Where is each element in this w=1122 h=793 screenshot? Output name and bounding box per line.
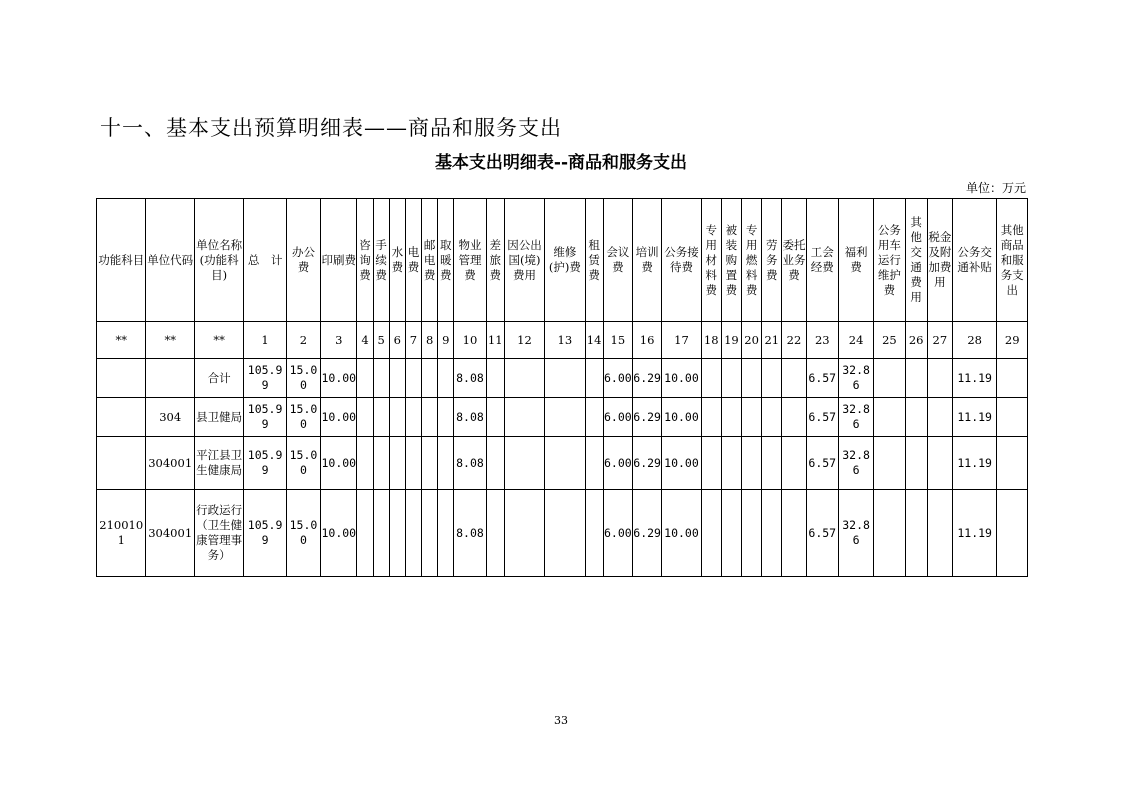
table-cell	[742, 437, 762, 490]
table-cell: 10.00	[662, 490, 701, 577]
table-cell	[389, 359, 405, 398]
table-cell	[782, 359, 806, 398]
table-cell: 105.99	[244, 437, 286, 490]
index-cell: **	[97, 322, 146, 359]
index-cell: 10	[454, 322, 486, 359]
table-cell	[762, 490, 782, 577]
table-cell	[927, 359, 952, 398]
header-cell: 邮电费	[422, 199, 438, 322]
header-cell: 办公费	[286, 199, 320, 322]
table-cell: 304001	[146, 490, 194, 577]
table-cell	[927, 398, 952, 437]
table-cell	[97, 359, 146, 398]
table-cell	[997, 437, 1028, 490]
index-cell: 19	[721, 322, 741, 359]
table-cell	[545, 398, 585, 437]
table-cell: 10.00	[662, 398, 701, 437]
table-row	[97, 398, 1028, 437]
header-cell: 会议费	[603, 199, 632, 322]
index-cell: 26	[905, 322, 927, 359]
index-cell: 2	[286, 322, 320, 359]
table-cell: 11.19	[952, 359, 996, 398]
header-cell: 专用材料费	[701, 199, 721, 322]
table-cell	[701, 359, 721, 398]
table-row	[97, 437, 1028, 490]
table-cell	[405, 359, 421, 398]
index-cell: 14	[585, 322, 603, 359]
table-cell: 304001	[146, 437, 194, 490]
table-cell	[874, 398, 905, 437]
table-cell	[874, 490, 905, 577]
header-cell: 其他交通费用	[905, 199, 927, 322]
table-cell: 11.19	[952, 437, 996, 490]
table-cell: 32.86	[838, 398, 873, 437]
table-cell	[486, 437, 504, 490]
table-cell	[701, 398, 721, 437]
table-cell: 6.57	[806, 398, 838, 437]
table-cell	[357, 398, 373, 437]
table-cell	[357, 359, 373, 398]
header-cell: 公务交通补贴	[952, 199, 996, 322]
table-cell	[905, 437, 927, 490]
index-cell: **	[146, 322, 194, 359]
table-cell: 6.29	[632, 490, 661, 577]
header-cell: 税金及附加费用	[927, 199, 952, 322]
index-cell: 27	[927, 322, 952, 359]
index-cell: 29	[997, 322, 1028, 359]
index-cell: 24	[838, 322, 873, 359]
table-cell	[438, 398, 454, 437]
table-cell	[997, 490, 1028, 577]
index-cell: 17	[662, 322, 701, 359]
table-cell: 行政运行（卫生健康管理事务）	[194, 490, 243, 577]
index-cell: 20	[742, 322, 762, 359]
header-cell: 工会经费	[806, 199, 838, 322]
table-cell	[545, 437, 585, 490]
table-cell	[585, 398, 603, 437]
header-cell: 电费	[405, 199, 421, 322]
table-cell	[721, 437, 741, 490]
table-cell	[782, 398, 806, 437]
table-cell	[486, 490, 504, 577]
header-cell: 公务用车运行维护费	[874, 199, 905, 322]
table-cell	[438, 359, 454, 398]
index-cell: 7	[405, 322, 421, 359]
header-cell: 差旅费	[486, 199, 504, 322]
table-cell	[422, 398, 438, 437]
index-row	[97, 322, 1028, 359]
table-cell	[486, 359, 504, 398]
table-cell: 8.08	[454, 398, 486, 437]
table-cell	[357, 490, 373, 577]
table-cell	[742, 490, 762, 577]
header-cell: 培训费	[632, 199, 661, 322]
header-cell: 公务接待费	[662, 199, 701, 322]
table-title: 基本支出明细表--商品和服务支出	[434, 153, 688, 173]
table-cell: 105.99	[244, 359, 286, 398]
header-cell: 租赁费	[585, 199, 603, 322]
table-cell	[721, 359, 741, 398]
table-cell: 6.29	[632, 359, 661, 398]
table-cell	[585, 359, 603, 398]
table-cell	[927, 437, 952, 490]
table-cell	[97, 437, 146, 490]
table-row	[97, 490, 1028, 577]
table-cell	[422, 490, 438, 577]
table-cell: 6.29	[632, 398, 661, 437]
table-cell	[721, 490, 741, 577]
table-cell	[585, 490, 603, 577]
index-cell: **	[194, 322, 243, 359]
table-cell	[782, 437, 806, 490]
table-cell	[927, 490, 952, 577]
index-cell: 23	[806, 322, 838, 359]
table-cell: 15.00	[286, 398, 320, 437]
table-cell: 10.00	[321, 437, 357, 490]
table-cell	[389, 490, 405, 577]
section-title: 十一、基本支出预算明细表——商品和服务支出	[100, 116, 562, 140]
index-cell: 12	[504, 322, 544, 359]
index-cell: 4	[357, 322, 373, 359]
index-cell: 5	[373, 322, 389, 359]
table-cell	[997, 398, 1028, 437]
table-cell	[405, 490, 421, 577]
table-cell: 15.00	[286, 437, 320, 490]
table-cell: 6.57	[806, 490, 838, 577]
header-cell: 功能科目	[97, 199, 146, 322]
table-cell	[874, 437, 905, 490]
index-cell: 3	[321, 322, 357, 359]
index-cell: 13	[545, 322, 585, 359]
index-cell: 18	[701, 322, 721, 359]
table-cell: 15.00	[286, 490, 320, 577]
table-cell	[997, 359, 1028, 398]
table-cell	[389, 437, 405, 490]
table-cell: 6.00	[603, 437, 632, 490]
index-cell: 1	[244, 322, 286, 359]
header-cell: 被装购置费	[721, 199, 741, 322]
index-cell: 22	[782, 322, 806, 359]
index-cell: 15	[603, 322, 632, 359]
table-cell	[405, 437, 421, 490]
table-cell	[742, 359, 762, 398]
header-cell: 取暖费	[438, 199, 454, 322]
table-cell: 105.99	[244, 490, 286, 577]
header-cell: 总 计	[244, 199, 286, 322]
header-cell: 因公出国(境)费用	[504, 199, 544, 322]
header-cell: 物业管理费	[454, 199, 486, 322]
header-cell: 单位名称(功能科目)	[194, 199, 243, 322]
table-cell	[762, 359, 782, 398]
table-cell	[357, 437, 373, 490]
index-cell: 6	[389, 322, 405, 359]
table-cell: 6.00	[603, 398, 632, 437]
index-cell: 21	[762, 322, 782, 359]
table-cell: 32.86	[838, 437, 873, 490]
table-cell: 10.00	[662, 437, 701, 490]
table-cell	[422, 437, 438, 490]
table-cell: 合计	[194, 359, 243, 398]
table-cell	[373, 490, 389, 577]
table-cell: 平江县卫生健康局	[194, 437, 243, 490]
table-cell	[422, 359, 438, 398]
table-cell: 6.00	[603, 359, 632, 398]
table-cell: 105.99	[244, 398, 286, 437]
table-cell: 10.00	[662, 359, 701, 398]
table-cell	[545, 490, 585, 577]
table-cell: 11.19	[952, 490, 996, 577]
table-cell	[905, 398, 927, 437]
table-cell	[373, 437, 389, 490]
table-cell: 8.08	[454, 437, 486, 490]
table-cell: 32.86	[838, 490, 873, 577]
header-cell: 劳务费	[762, 199, 782, 322]
table-cell	[905, 490, 927, 577]
table-cell: 8.08	[454, 359, 486, 398]
index-cell: 28	[952, 322, 996, 359]
table-cell: 2100101	[97, 490, 146, 577]
table-cell	[373, 398, 389, 437]
unit-label: 单位：万元	[965, 181, 1026, 195]
header-cell: 印刷费	[321, 199, 357, 322]
table-cell	[721, 398, 741, 437]
table-cell	[146, 359, 194, 398]
header-cell: 咨询费	[357, 199, 373, 322]
table-cell	[504, 359, 544, 398]
header-row	[97, 199, 1028, 322]
table-cell	[701, 437, 721, 490]
index-cell: 8	[422, 322, 438, 359]
page-number: 33	[554, 714, 568, 727]
table-cell: 10.00	[321, 398, 357, 437]
header-cell: 手续费	[373, 199, 389, 322]
index-cell: 25	[874, 322, 905, 359]
table-cell: 10.00	[321, 359, 357, 398]
table-cell	[874, 359, 905, 398]
table-row	[97, 359, 1028, 398]
table-cell	[742, 398, 762, 437]
header-cell: 委托业务费	[782, 199, 806, 322]
table-cell	[405, 398, 421, 437]
table-cell: 10.00	[321, 490, 357, 577]
table-cell: 32.86	[838, 359, 873, 398]
header-cell: 水费	[389, 199, 405, 322]
table-cell	[701, 490, 721, 577]
index-cell: 9	[438, 322, 454, 359]
header-cell: 专用燃料费	[742, 199, 762, 322]
table-cell	[762, 437, 782, 490]
table-cell: 6.57	[806, 359, 838, 398]
table-cell: 6.29	[632, 437, 661, 490]
table-cell	[438, 490, 454, 577]
table-cell: 6.57	[806, 437, 838, 490]
table-cell	[545, 359, 585, 398]
table-cell: 11.19	[952, 398, 996, 437]
budget-table	[96, 198, 1028, 577]
index-cell: 11	[486, 322, 504, 359]
table-cell	[585, 437, 603, 490]
header-cell: 福利费	[838, 199, 873, 322]
table-cell	[389, 398, 405, 437]
table-cell	[762, 398, 782, 437]
table-cell	[486, 398, 504, 437]
table-cell	[504, 398, 544, 437]
table-cell	[504, 437, 544, 490]
table-cell	[905, 359, 927, 398]
table-cell	[782, 490, 806, 577]
header-cell: 单位代码	[146, 199, 194, 322]
table-cell	[373, 359, 389, 398]
table-cell: 304	[146, 398, 194, 437]
table-cell: 15.00	[286, 359, 320, 398]
header-cell: 其他商品和服务支出	[997, 199, 1028, 322]
table-cell: 6.00	[603, 490, 632, 577]
index-cell: 16	[632, 322, 661, 359]
table-cell	[438, 437, 454, 490]
table-cell	[504, 490, 544, 577]
table-cell: 8.08	[454, 490, 486, 577]
table-cell: 县卫健局	[194, 398, 243, 437]
table-cell	[97, 398, 146, 437]
header-cell: 维修(护)费	[545, 199, 585, 322]
